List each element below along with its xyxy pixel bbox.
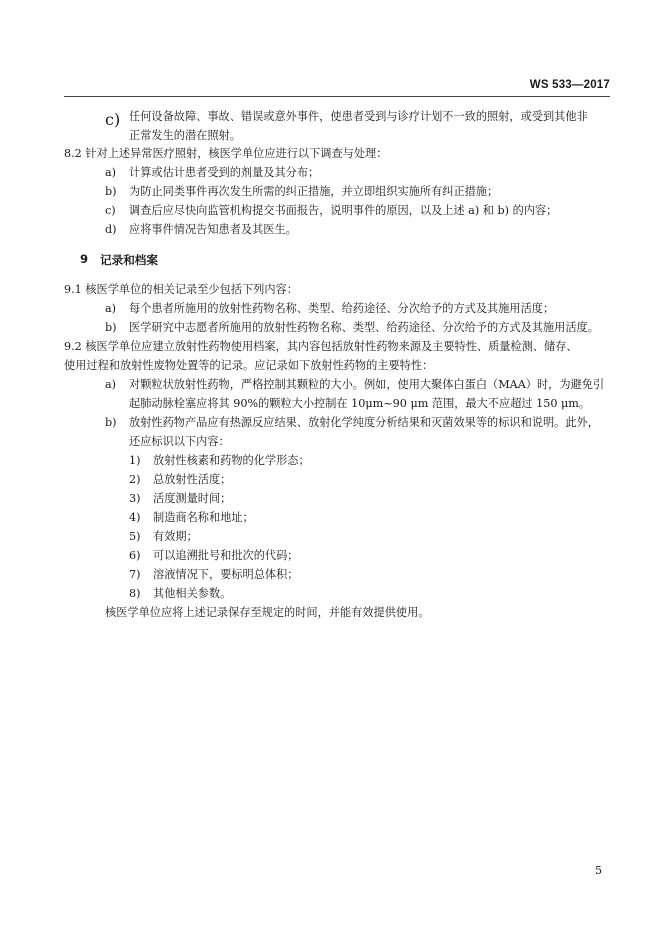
- list-text-cont: 正常发生的潜在照射。: [129, 129, 241, 142]
- clause-9-2: 9.2 核医学单位应建立放射性药物使用档案，其内容包括放射性药物来源及主要特性、质量检测、储存、: [64, 340, 578, 353]
- sub-text: 溶液情况下，要标明总体积；: [153, 568, 299, 581]
- list-marker: b): [105, 321, 117, 334]
- list-marker: a): [105, 302, 117, 315]
- clause-9-1: 9.1 核医学单位的相关记录至少包括下列内容：: [64, 283, 298, 296]
- list-text: 任何设备故障、事故、错误或意外事件，使患者受到与诊疗计划不一致的照射，或受到其他非: [129, 110, 588, 123]
- sub-text: 总放射性活度；: [153, 473, 232, 486]
- sub-text: 制造商名称和地址；: [153, 511, 254, 524]
- list-marker: b): [105, 416, 117, 429]
- section-title: 记录和档案: [100, 253, 158, 267]
- sub-text: 活度测量时间；: [153, 492, 232, 505]
- list-marker: c): [105, 204, 116, 217]
- list-marker: a): [105, 378, 117, 391]
- header-code: WS 533—2017: [529, 79, 610, 91]
- sub-marker: 3): [129, 492, 141, 505]
- sub-marker: 4): [129, 511, 141, 524]
- list-marker: a): [105, 166, 117, 179]
- list-text-cont: 起肺动脉栓塞应将其 90%的颗粒大小控制在 10μm~90 μm 范围，最大不应超过 150 μm。: [129, 397, 591, 410]
- header-rule: [64, 96, 610, 97]
- list-text: 每个患者所施用的放射性药物名称、类型、给药途径、分次给予的方式及其施用活度；: [129, 302, 555, 315]
- sub-text: 有效期；: [153, 530, 198, 543]
- sub-marker: 1): [129, 454, 141, 467]
- list-marker: b): [105, 185, 117, 198]
- clause-9-2-cont: 使用过程和放射性废物处置等的记录。应记录如下放射性药物的主要特性：: [64, 359, 434, 372]
- sub-text: 可以追溯批号和批次的代码；: [153, 549, 299, 562]
- list-marker: c): [105, 110, 121, 129]
- section-number: 9: [80, 252, 89, 266]
- list-text: 医学研究中志愿者所施用的放射性药物名称、类型、给药途径、分次给予的方式及其施用活度。: [129, 321, 599, 334]
- sub-marker: 5): [129, 530, 141, 543]
- sub-text: 放射性核素和药物的化学形态；: [153, 454, 310, 467]
- list-text: 为防止同类事件再次发生所需的纠正措施，并立即组织实施所有纠正措施；: [129, 185, 499, 198]
- sub-marker: 8): [129, 587, 141, 600]
- list-text: 应将事件情况告知患者及其医生。: [129, 223, 297, 236]
- sub-text: 其他相关参数。: [153, 587, 232, 600]
- sub-marker: 2): [129, 473, 141, 486]
- list-marker: d): [105, 223, 117, 236]
- clause-8-2: 8.2 针对上述异常医疗照射，核医学单位应进行以下调查与处理：: [64, 147, 388, 160]
- closing-paragraph: 核医学单位应将上述记录保存至规定的时间，并能有效提供使用。: [105, 606, 430, 619]
- sub-marker: 6): [129, 549, 141, 562]
- page-number: 5: [595, 864, 602, 877]
- list-text: 放射性药物产品应有热源反应结果、放射化学纯度分析结果和灭菌效果等的标识和说明。此外，: [129, 416, 599, 429]
- sub-marker: 7): [129, 568, 141, 581]
- list-text: 对颗粒状放射性药物，严格控制其颗粒的大小。例如，使用大聚体白蛋白（MAA）时，为避免引: [129, 378, 605, 391]
- list-text-cont: 还应标识以下内容：: [129, 435, 230, 448]
- list-text: 计算或估计患者受到的剂量及其分布；: [129, 166, 320, 179]
- list-text: 调查后应尽快向监管机构提交书面报告，说明事件的原因，以及上述 a) 和 b) 的内容；: [129, 204, 558, 217]
